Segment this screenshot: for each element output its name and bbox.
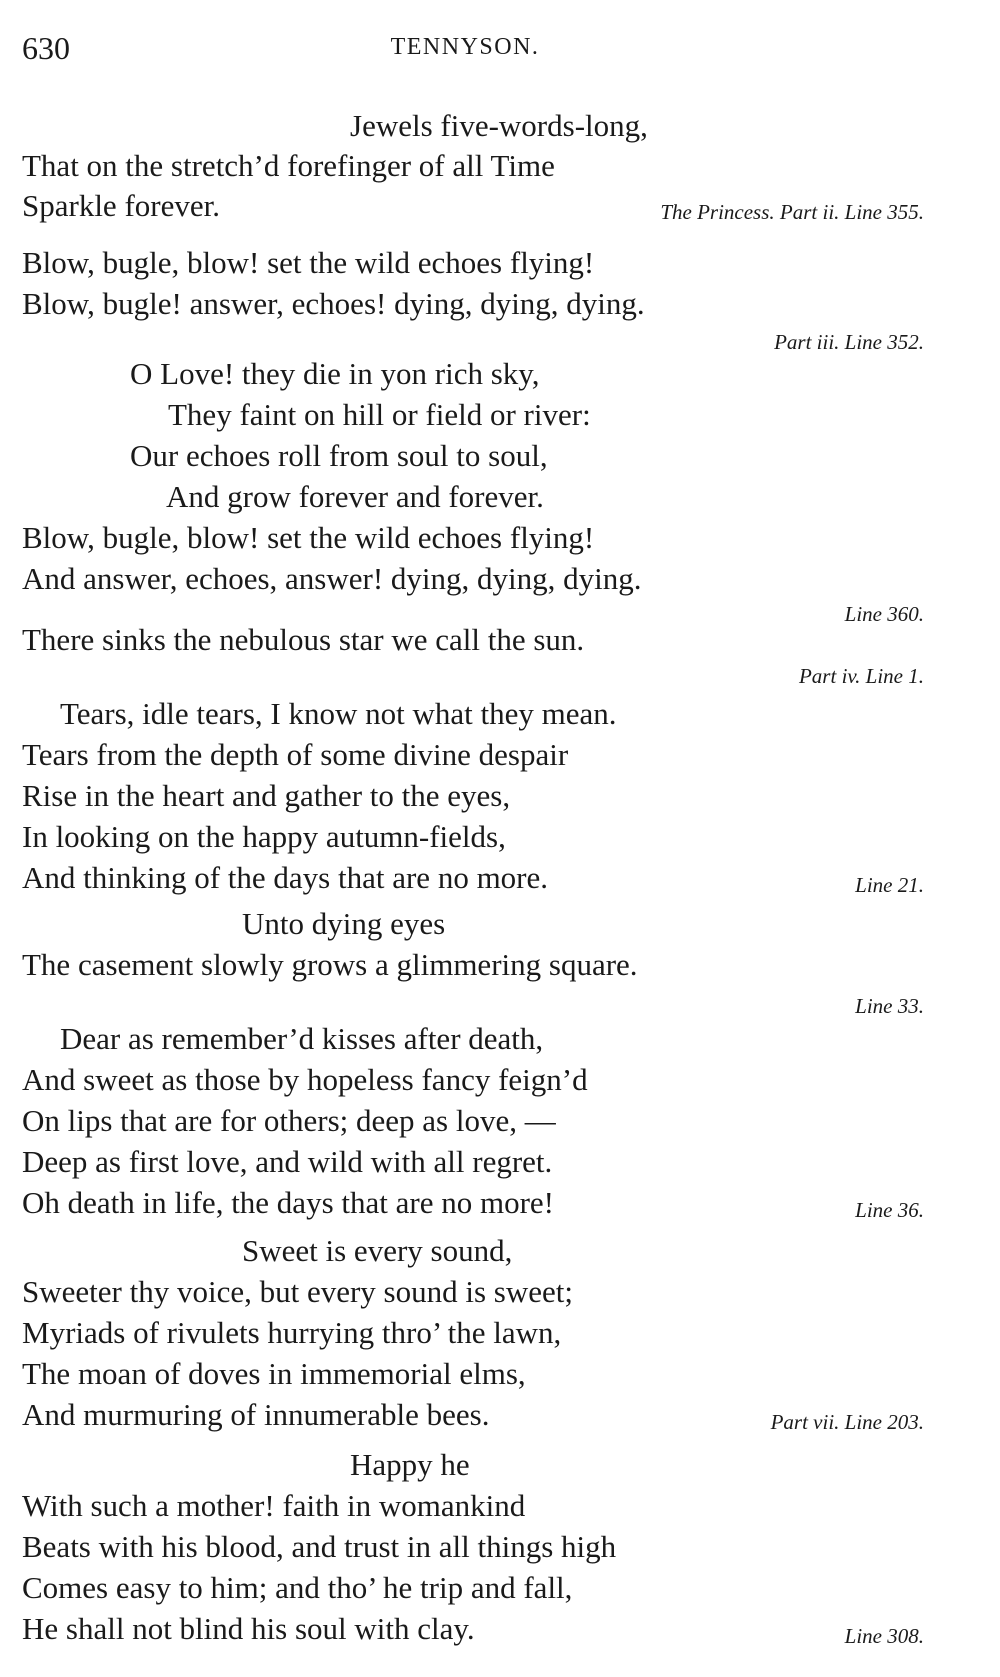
verse-line: Comes easy to him; and tho’ he trip and fall, bbox=[22, 1570, 573, 1605]
running-title: TENNYSON. bbox=[390, 34, 540, 60]
verse-line: Tears from the depth of some divine despair bbox=[22, 737, 569, 772]
citation: Part iii. Line 352. bbox=[774, 330, 924, 354]
verse-line: And grow forever and forever. bbox=[166, 479, 544, 514]
verse-line: Blow, bugle, blow! set the wild echoes flying! bbox=[22, 245, 595, 280]
citation: Line 360. bbox=[844, 602, 924, 626]
citation: The Princess. Part ii. Line 355. bbox=[660, 200, 924, 224]
verse-line: Dear as remember’d kisses after death, bbox=[60, 1021, 544, 1056]
verse-line: O Love! they die in yon rich sky, bbox=[130, 356, 540, 391]
verse-line: Rise in the heart and gather to the eyes, bbox=[22, 778, 511, 813]
verse-line: Sweet is every sound, bbox=[242, 1233, 513, 1268]
verse-line: The casement slowly grows a glimmering square. bbox=[22, 947, 638, 982]
verse-line: Happy he bbox=[350, 1447, 470, 1482]
verse-line: Jewels five-words-long, bbox=[350, 108, 648, 143]
citation: Line 21. bbox=[855, 873, 924, 897]
citation: Line 36. bbox=[855, 1198, 924, 1222]
citation: Part vii. Line 203. bbox=[770, 1410, 924, 1434]
verse-line: Our echoes roll from soul to soul, bbox=[130, 438, 548, 473]
verse-line: Unto dying eyes bbox=[242, 906, 446, 941]
verse-line: Tears, idle tears, I know not what they mean. bbox=[60, 696, 617, 731]
verse-line: And murmuring of innumerable bees. bbox=[22, 1397, 490, 1432]
verse-line: And answer, echoes, answer! dying, dying, dying. bbox=[22, 561, 642, 596]
verse-line: On lips that are for others; deep as love, — bbox=[22, 1103, 556, 1138]
verse-line: And thinking of the days that are no more. bbox=[22, 860, 549, 895]
page-number: 630 bbox=[22, 30, 70, 66]
verse-line: There sinks the nebulous star we call the sun. bbox=[22, 622, 585, 657]
verse-line: He shall not blind his soul with clay. bbox=[22, 1611, 475, 1646]
verse-line: And sweet as those by hopeless fancy feign’d bbox=[22, 1062, 588, 1097]
verse-line: Myriads of rivulets hurrying thro’ the lawn, bbox=[22, 1315, 562, 1350]
citation: Line 33. bbox=[855, 994, 924, 1018]
verse-line: Deep as first love, and wild with all regret. bbox=[22, 1144, 553, 1179]
verse-line: Sparkle forever. bbox=[22, 188, 220, 223]
verse-line: Oh death in life, the days that are no more! bbox=[22, 1185, 554, 1220]
verse-line: They faint on hill or field or river: bbox=[168, 397, 591, 432]
verse-line: Blow, bugle! answer, echoes! dying, dying, dying. bbox=[22, 286, 645, 321]
verse-line: The moan of doves in immemorial elms, bbox=[22, 1356, 526, 1391]
verse-line: Sweeter thy voice, but every sound is sweet; bbox=[22, 1274, 573, 1309]
verse-line: In looking on the happy autumn-fields, bbox=[22, 819, 506, 854]
verse-line: Blow, bugle, blow! set the wild echoes flying! bbox=[22, 520, 595, 555]
citation: Line 308. bbox=[844, 1624, 924, 1648]
verse-line: With such a mother! faith in womankind bbox=[22, 1488, 526, 1523]
verse-line: Beats with his blood, and trust in all things high bbox=[22, 1529, 617, 1564]
verse-line: That on the stretch’d forefinger of all Time bbox=[22, 148, 555, 183]
citation: Part iv. Line 1. bbox=[798, 664, 924, 688]
